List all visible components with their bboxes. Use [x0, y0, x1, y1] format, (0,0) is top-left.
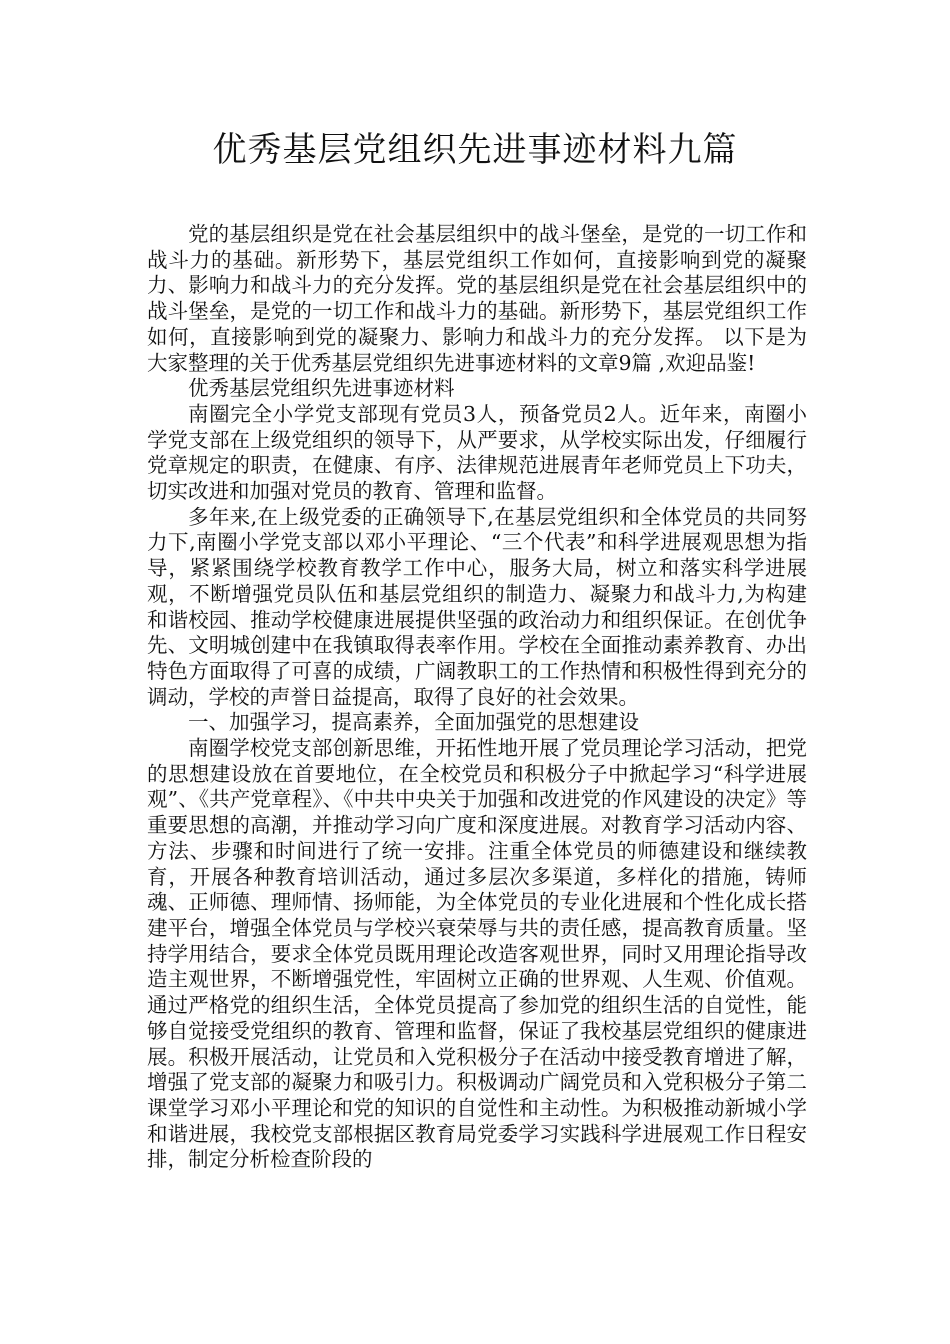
section-subtitle: 优秀基层党组织先进事迹材料: [188, 376, 455, 401]
document-title: 优秀基层党组织先进事迹材料九篇: [212, 130, 738, 170]
document-body: [147, 222, 807, 1173]
body-paragraph: 南圈完全小学党支部现有党员3人，预备党员2人。近年来，南圈小学党支部在上级党组织的领导下，从严要求，从学校实际出发，仔细履行党章规定的职责，在健康、有序、法律规范进展青年老师党员上下功夫，切实改进和加强对党员的教育、管理和监督。: [147, 401, 807, 504]
section-heading: 一、加强学习，提高素养，全面加强党的思想建设: [188, 710, 639, 735]
body-paragraph: 南圈学校党支部创新思维，开拓性地开展了党员理论学习活动，把党的思想建设放在首要地位，在全校党员和积极分子中掀起学习“科学进展观”、《共产党章程》、《中共中央关于加强和改进党的作风建设的决定》等重要思想的高潮，并推动学习向广度和深度进展。对教育学习活动内容、方法、步骤和时间进行了统一安排。注重全体党员的师德建设和继续教育，开展各种教育培训活动，通过多层次多渠道，多样化的措施，铸师魂、正师德、理师情、扬师能，为全体党员的专业化进展和个性化成长搭建平台，增强全体党员与学校兴衰荣辱与共的责任感，提高教育质量。坚持学用结合，要求全体党员既用理论改造客观世界，同时又用理论指导改造主观世界，不断增强党性，牢固树立正确的世界观、人生观、价值观。通过严格党的组织生活，全体党员提高了参加党的组织生活的自觉性，能够自觉接受党组织的教育、管理和监督，保证了我校基层党组织的健康进展。积极开展活动，让党员和入党积极分子在活动中接受教育增进了解，增强了党支部的凝聚力和吸引力。积极调动广阔党员和入党积极分子第二课堂学习邓小平理论和党的知识的自觉性和主动性。为积极推动新城小学和谐进展，我校党支部根据区教育局党委学习实践科学进展观工作日程安排，制定分析检查阶段的: [147, 736, 807, 1172]
intro-paragraph: 党的基层组织是党在社会基层组织中的战斗堡垒，是党的一切工作和战斗力的基础。新形势下，基层党组织工作如何，直接影响到党的凝聚力、影响力和战斗力的充分发挥。党的基层组织是党在社会基层组织中的战斗堡垒，是党的一切工作和战斗力的基础。新形势下，基层党组织工作如何，直接影响到党的凝聚力、影响力和战斗力的充分发挥。 以下是为大家整理的关于优秀基层党组织先进事迹材料的文章9篇 ,欢迎品鉴!: [147, 222, 807, 375]
body-paragraph: 多年来,在上级党委的正确领导下,在基层党组织和全体党员的共同努力下,南圈小学党支部以邓小平理论、“三个代表”和科学进展观思想为指导，紧紧围绕学校教育教学工作中心，服务大局，树立和落实科学进展观，不断增强党员队伍和基层党组织的制造力、凝聚力和战斗力,为构建和谐校园、推动学校健康进展提供坚强的政治动力和组织保证。在创优争先、文明城创建中在我镇取得表率作用。学校在全面推动素养教育、办出特色方面取得了可喜的成绩，广阔教职工的工作热情和积极性得到充分的调动，学校的声誉日益提高，取得了良好的社会效果。: [147, 504, 807, 709]
